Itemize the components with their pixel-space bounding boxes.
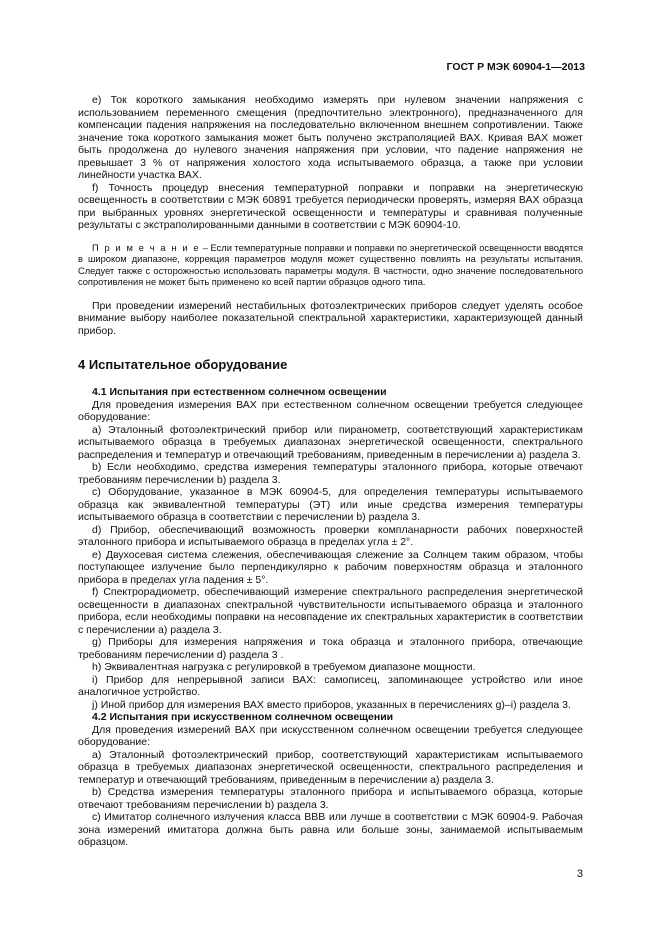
page-number: 3	[576, 868, 583, 880]
list-item: h) Эквивалентная нагрузка с регулировкой в требуемом диапазоне мощности.	[92, 661, 476, 673]
subsection-4-2-title: 4.2 Испытания при искусственном солнечном освещении	[92, 711, 394, 723]
note	[78, 243, 583, 289]
document-header: ГОСТ Р МЭК 60904-1—2013	[446, 61, 585, 73]
note-text: – Если температурные поправки и поправки по энергетической освещенности вводятся в широком диапазоне, коррекция параметров модуля может существенно повлиять на результаты испытания. Следует также с осторожностью использовать параметры модуля. В частности, одно значение последовательного сопротивления не может быть применено ко всей партии образцов одного типа.	[78, 242, 583, 287]
note-label: П р и м е ч а н и е	[92, 242, 201, 253]
section-4-title: 4 Испытательное оборудование	[78, 357, 288, 372]
paragraph-unstable-devices: При проведении измерений нестабильных фотоэлектрических приборов следует уделять особое внимание выбору наиболее показательной спектральной характеристики, характеризующей данный прибор.	[78, 299, 583, 337]
list-item: b) Средства измерения температуры эталонного прибора и испытываемого образца, которые отвечают требованиям перечислении b) раздела 3.	[78, 786, 583, 811]
subsection-4-2-lead: Для проведения измерений ВАХ при искусственном солнечном освещении требуется следующее оборудование:	[78, 723, 583, 748]
list-item: g) Приборы для измерения напряжения и тока образца и эталонного прибора, отвечающие требованиям перечислении d) раздела 3 .	[78, 636, 583, 661]
list-item: е) Двухосевая система слежения, обеспечивающая слежение за Солнцем таким образом, чтобы поступающее излучение было перпендикулярно к рабочим поверхностям образца и эталонного прибора в пределах угла падения ± 5°.	[78, 548, 583, 586]
list-item: i) Прибор для непрерывной записи ВАХ: самописец, запоминающее устройство или иное аналогичное устройство.	[78, 673, 583, 698]
list-item: f) Спектрорадиометр, обеспечивающий измерение спектрального распределения энергетической освещенности в диапазонах спектральной чувствительности испытываемого образца и эталонного прибора, если необходимы поправки на несовпадение их спектральных характеристик в соответствии с перечислении а) раздела 3.	[78, 586, 583, 636]
subsection-4-1-lead: Для проведения измерения ВАХ при естественном солнечном освещении требуется следующее оборудование:	[78, 398, 583, 423]
list-item: b) Если необходимо, средства измерения температуры эталонного прибора, которые отвечают требованиям перечислении b) раздела 3.	[78, 461, 583, 486]
list-item: с) Оборудование, указанное в МЭК 60904-5, для определения температуры испытываемого образца как эквивалентной температуры (ЭТ) или иные средства измерения температуры испытываемого образца в соответствии с перечислении b) раздела 3.	[78, 486, 583, 523]
document-body	[78, 94, 583, 849]
list-item: d) Прибор, обеспечивающий возможность проверки компланарности рабочих поверхностей эталонного прибора и испытываемого образца в пределах угла ± 2°.	[78, 523, 583, 548]
paragraph-e: е) Ток короткого замыкания необходимо измерять при нулевом значении напряжения с использованием переменного смещения (предпочтительно электронного), предназначенного для компенсации падения напряжения на последовательно включенном внешнем сопротивлении. Также значение тока короткого замыкания может быть получено экстраполяцией ВАХ. Кривая ВАХ может быть продолжена до нулевого значения напряжения при условии, что падение напряжения не превышает 3 % от напряжения холостого хода испытываемого образца, а также при условии линейности участка ВАХ.	[78, 94, 583, 181]
list-item: с) Имитатор солнечного излучения класса ВВВ или лучше в соответствии с МЭК 60904-9. Рабочая зона измерений имитатора должна быть равна или больше зоны, занимаемой испытываемым образцом.	[78, 811, 583, 848]
list-item: а) Эталонный фотоэлектрический прибор, соответствующий характеристикам испытываемого образца в требуемых диапазонах энергетической освещенности, спектрального распределения и температур и отвечающий требованиям, приведенным в перечислении а) раздела 3.	[78, 748, 583, 786]
paragraph-f: f) Точность процедур внесения температурной поправки и поправки на энергетическую освещенность в соответствии с МЭК 60891 требуется периодически проверять, измеряя ВАХ образца при выбранных уровнях энергетической освещенности и температуры и сравнивая полученные результаты с экстраполированными данными в соответствии с МЭК 60904-10.	[78, 181, 583, 231]
list-item: j) Иной прибор для измерения ВАХ вместо приборов, указанных в перечислениях g)–i) раздела 3.	[92, 698, 571, 711]
subsection-4-1-title: 4.1 Испытания при естественном солнечном освещении	[92, 386, 387, 398]
list-item: а) Эталонный фотоэлектрический прибор или пиранометр, соответствующий характеристикам испытываемого образца в требуемых диапазонах энергетической освещенности, спектрального распределения и температур и отвечающий требованиям, приведенным в перечислении а) раздела 3.	[78, 423, 583, 461]
